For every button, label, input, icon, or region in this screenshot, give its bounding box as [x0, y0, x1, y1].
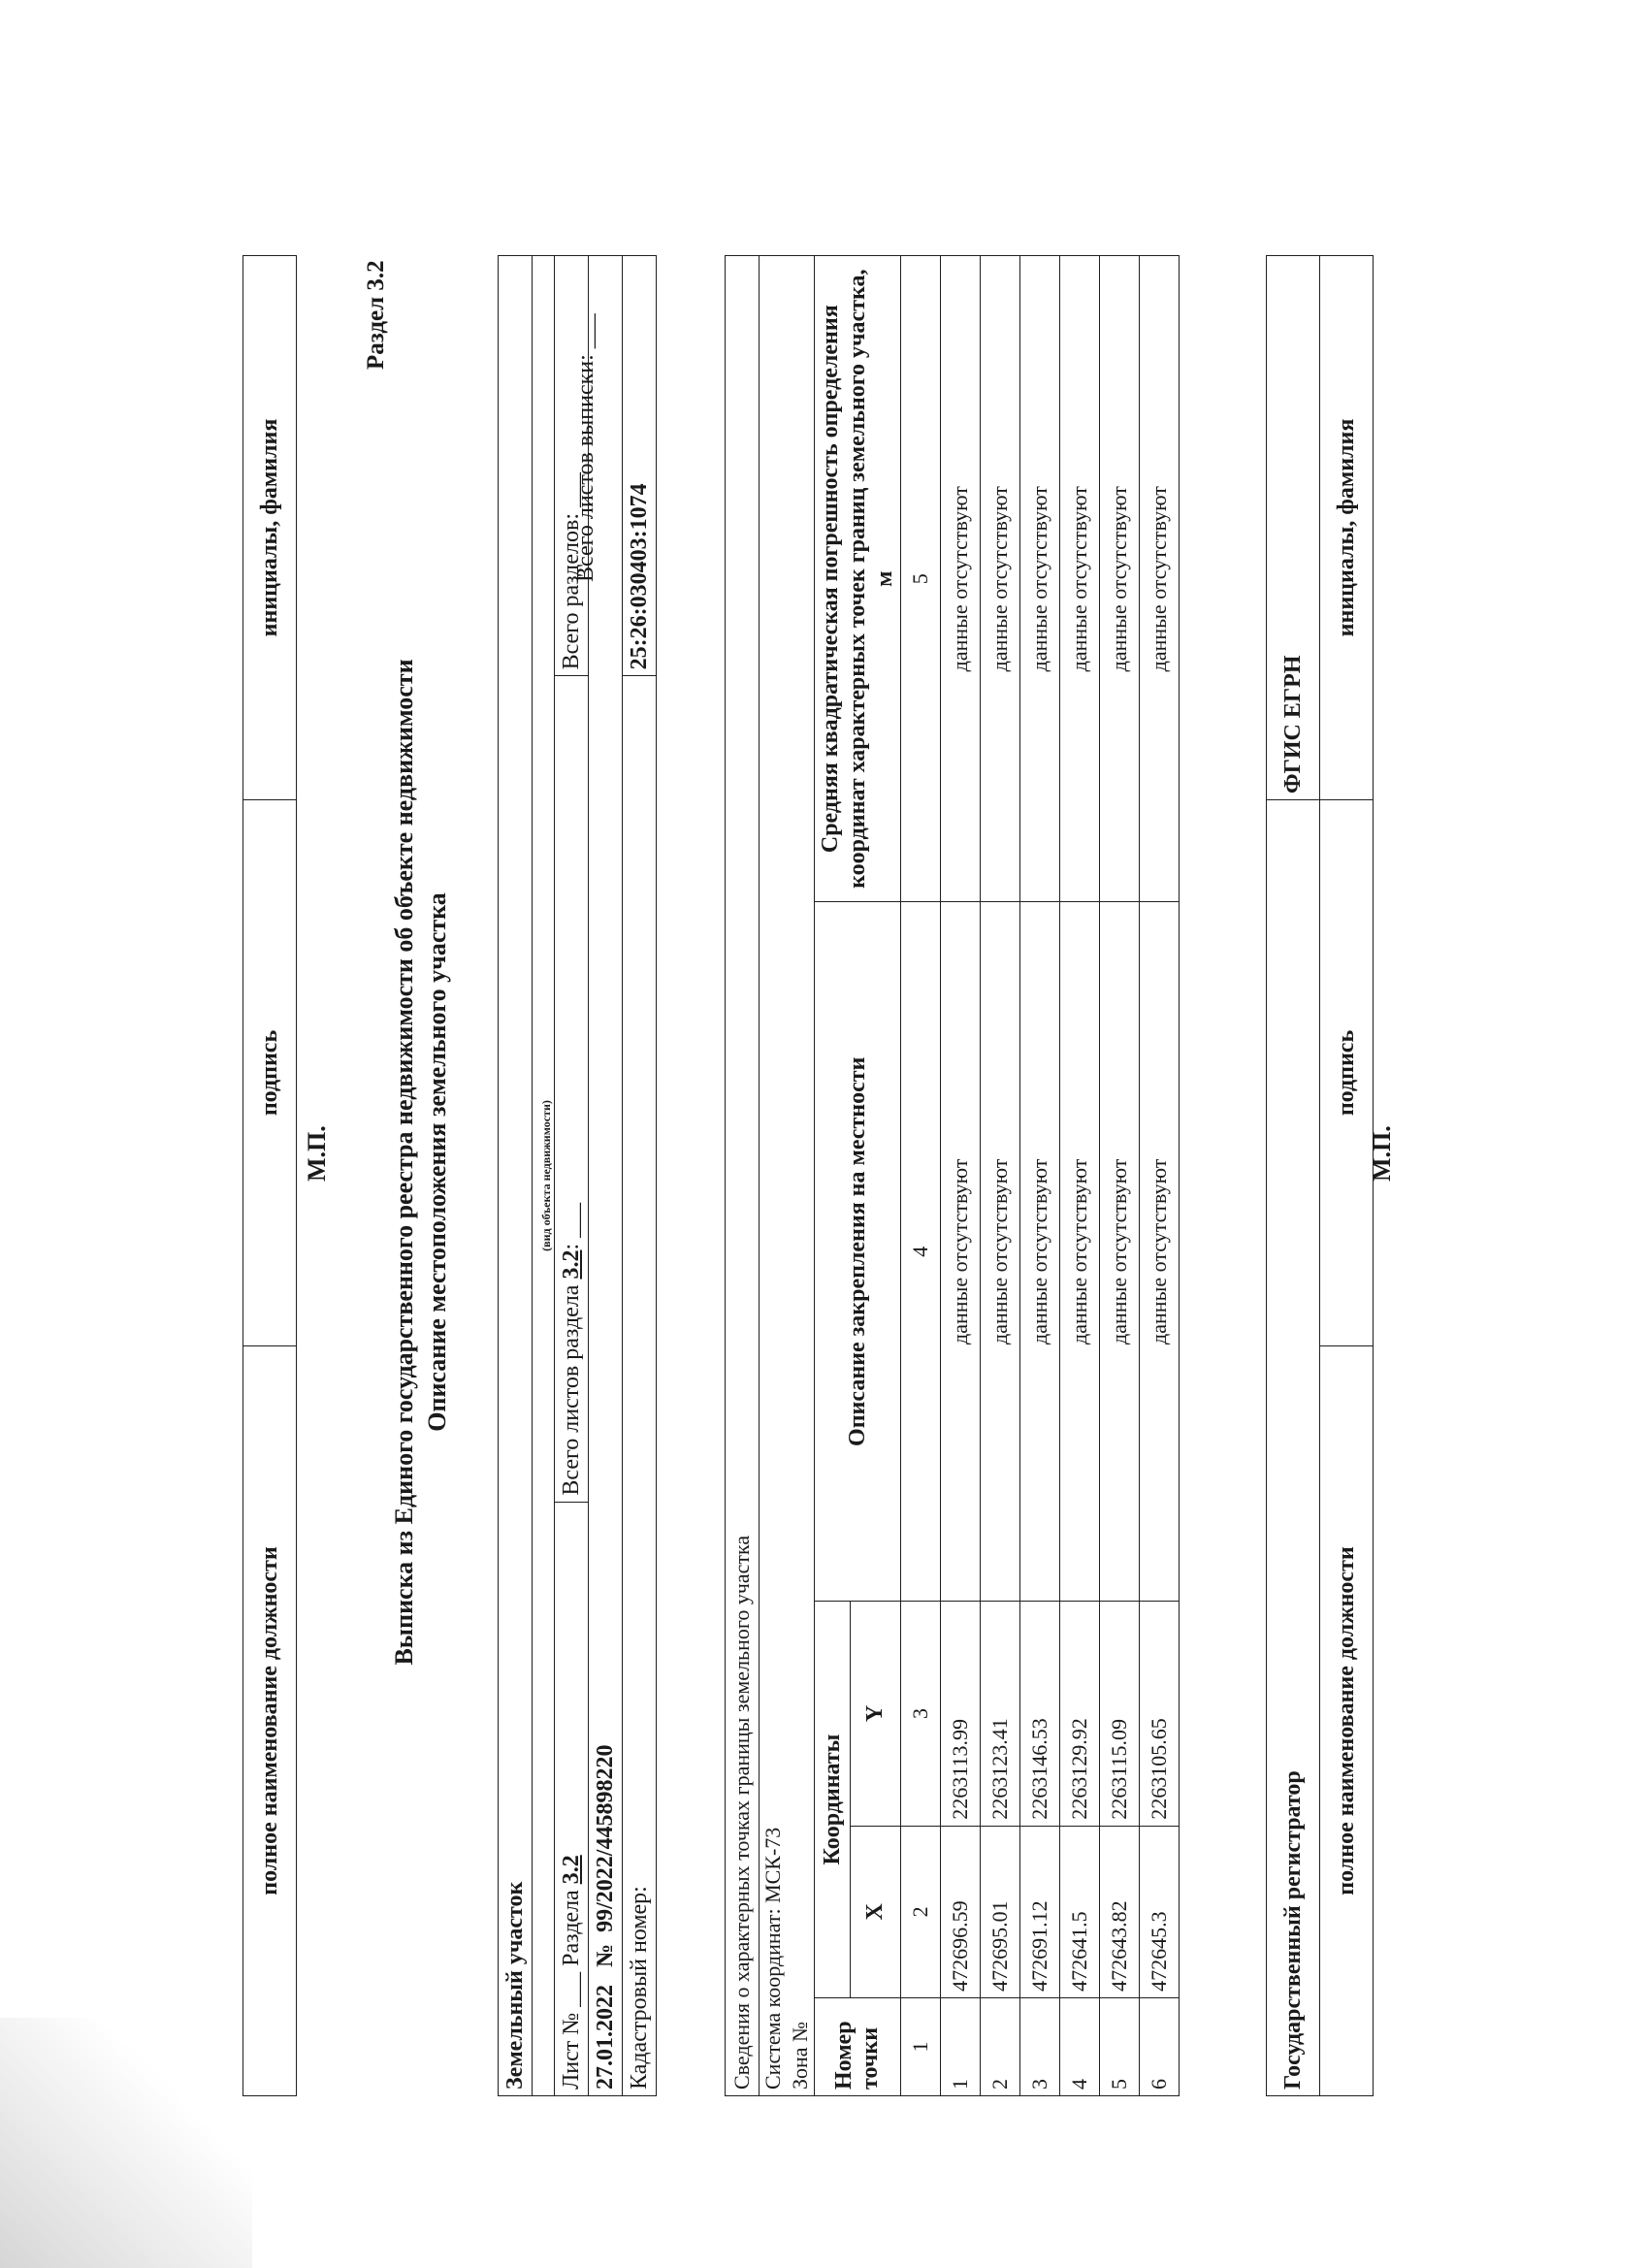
point-x: 472645.3	[1140, 1826, 1180, 1997]
section-prefix: Раздела	[558, 1890, 584, 1966]
point-desc: данные отсутствуют	[941, 902, 981, 1602]
rotated-page	[0, 56, 1591, 2268]
point-y: 2263113.99	[941, 1602, 981, 1827]
extract-number: 99/2022/445898220	[592, 1744, 618, 1932]
sheet-label: Лист №	[558, 2012, 584, 2090]
registrar-org: ФГИС ЕГРН	[1267, 256, 1320, 800]
cadastral-label: Кадастровый номер:	[623, 676, 657, 2096]
top-position-caption: полное наименование должности	[243, 1346, 297, 2096]
point-y: 2263146.53	[1020, 1602, 1060, 1827]
point-desc: данные отсутствуют	[981, 902, 1020, 1602]
zone-label: Зона №	[788, 2021, 812, 2090]
object-type: Земельный участок	[499, 256, 533, 2096]
top-signature-table	[242, 255, 297, 2096]
col-point-header: Номер точки	[815, 1997, 901, 2095]
total-sheets-section-cell	[555, 676, 589, 1502]
total-sheets-section-label: Всего листов раздела	[558, 1284, 584, 1496]
point-desc: данные отсутствуют	[1060, 902, 1100, 1602]
point-y: 2263115.09	[1100, 1602, 1140, 1827]
point-number: 3	[1020, 1997, 1060, 2095]
registrar-position-caption: полное наименование должности	[1320, 1346, 1374, 2096]
col-error-header: Средняя квадратическая погрешность определения координат характерных точек границ земельного участка, м	[815, 256, 901, 902]
point-number: 1	[941, 1997, 981, 2095]
col-coords-header: Координаты	[815, 1602, 851, 1998]
sheet-number-cell	[555, 1502, 589, 2095]
coord-system-cell	[760, 256, 815, 2096]
col-y-header: Y	[851, 1602, 901, 1827]
point-y: 2263123.41	[981, 1602, 1020, 1827]
registrar-name-caption: инициалы, фамилия	[1320, 256, 1374, 800]
extract-date: 27.01.2022	[592, 1985, 618, 2090]
number-sign: №	[592, 1943, 618, 1967]
point-error: данные отсутствуют	[1060, 256, 1100, 902]
point-error: данные отсутствуют	[941, 256, 981, 902]
object-type-caption: (вид объекта недвижимости)	[533, 256, 555, 2096]
point-number: 5	[1100, 1997, 1140, 2095]
registrar-table	[1266, 255, 1374, 2096]
registrar-stamp-mark: М.П.	[1368, 1125, 1396, 1182]
point-x: 472695.01	[981, 1826, 1020, 1997]
point-y: 2263129.92	[1060, 1602, 1100, 1827]
point-x: 472641.5	[1060, 1826, 1100, 1997]
points-heading: Сведения о характерных точках границы земельного участка	[726, 256, 760, 2096]
point-error: данные отсутствуют	[1020, 256, 1060, 902]
total-sheets-section-value: 3.2	[558, 1249, 584, 1280]
point-error: данные отсутствуют	[981, 256, 1020, 902]
point-error: данные отсутствуют	[1100, 256, 1140, 902]
col-number-3: 3	[901, 1602, 941, 1827]
top-signature-caption: подпись	[243, 800, 297, 1346]
col-number-4: 4	[901, 902, 941, 1602]
point-number: 2	[981, 1997, 1020, 2095]
table-row	[1060, 256, 1100, 2096]
col-number-1: 1	[901, 1997, 941, 2095]
sheet-blank: ___	[558, 1971, 584, 2007]
cadastral-number: 25:26:030403:1074	[623, 256, 657, 676]
point-x: 472643.82	[1100, 1826, 1140, 1997]
point-desc: данные отсутствуют	[1100, 902, 1140, 1602]
point-y: 2263105.65	[1140, 1602, 1180, 1827]
section-label: Раздел 3.2	[363, 260, 389, 370]
total-sheets-extract: Всего листов выписки: ___	[573, 313, 598, 582]
col-x-header: X	[851, 1826, 901, 1997]
point-x: 472696.59	[941, 1826, 981, 1997]
total-sheets-section-suffix: : ___	[558, 1202, 584, 1250]
total-sections: Всего разделов: ___	[555, 256, 589, 676]
point-error: данные отсутствуют	[1140, 256, 1180, 902]
section-value: 3.2	[558, 1855, 584, 1885]
col-number-2: 2	[901, 1826, 941, 1997]
top-name-caption: инициалы, фамилия	[243, 256, 297, 800]
top-stamp-mark: М.П.	[303, 1125, 331, 1182]
coord-system: Система координат: МСК-73	[760, 1827, 785, 2090]
point-desc: данные отсутствуют	[1020, 902, 1060, 1602]
col-desc-header: Описание закрепления на местности	[815, 902, 901, 1602]
point-number: 4	[1060, 1997, 1100, 2095]
point-x: 472691.12	[1020, 1826, 1060, 1997]
table-row	[1100, 256, 1140, 2096]
point-desc: данные отсутствуют	[1140, 902, 1180, 1602]
col-number-5: 5	[901, 256, 941, 902]
document-subtitle: Описание местоположения земельного участка	[423, 892, 451, 1432]
registrar-signature-caption: подпись	[1320, 800, 1374, 1346]
document-title: Выписка из Единого государственного реестра недвижимости об объекте недвижимости	[390, 659, 418, 1666]
table-row	[1140, 256, 1180, 2096]
table-row	[941, 256, 981, 2096]
table-row	[1020, 256, 1060, 2096]
registrar-label: Государственный регистратор	[1267, 800, 1320, 2096]
table-row	[981, 256, 1020, 2096]
point-number: 6	[1140, 1997, 1180, 2095]
points-table	[725, 255, 1180, 2096]
